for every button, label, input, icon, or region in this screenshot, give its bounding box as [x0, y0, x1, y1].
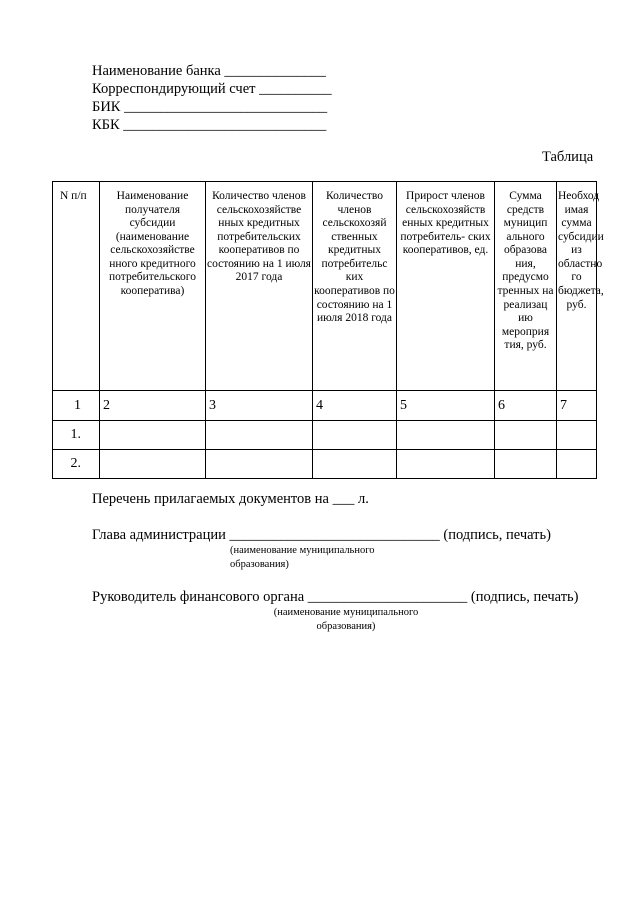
bik-field: БИК ____________________________	[92, 99, 328, 115]
col-number: 4	[313, 391, 397, 421]
table-cell	[100, 450, 206, 479]
table-cell	[313, 421, 397, 450]
fin-head-signature-line: Руководитель финансового органа ______________________ (подпись, печать)	[92, 589, 579, 605]
col-number: 1	[53, 391, 100, 421]
table-cell	[397, 421, 495, 450]
table-cell	[100, 421, 206, 450]
table-cell	[206, 450, 313, 479]
col-number: 3	[206, 391, 313, 421]
table-header-row	[53, 182, 597, 391]
col-number: 6	[495, 391, 557, 421]
bank-name-field: Наименование банка ______________	[92, 63, 326, 79]
table-cell	[313, 450, 397, 479]
col-header-recipient: Наименование получателя субсидии (наименование сельскохозяйстве нного кредитного потребительского кооператива)	[100, 182, 206, 391]
table-cell	[557, 450, 597, 479]
kbk-field: КБК ____________________________	[92, 117, 327, 133]
col-header-num: N п/п	[53, 182, 100, 391]
col-header-municipal-funds: Сумма средств муницип ального образова ния, предусмо тренных на реализац ию мероприя тия, руб.	[495, 182, 557, 391]
fin-head-note: (наименование муниципального образования)	[273, 607, 419, 632]
table-row	[53, 421, 597, 450]
col-header-required-subsidy: Необход имая сумма субсидии из областно го бюджета, руб.	[557, 182, 597, 391]
column-numbers-row	[53, 391, 597, 421]
subsidy-table	[52, 181, 604, 479]
head-admin-note: (наименование муниципального образования)	[230, 545, 375, 570]
attachments-line: Перечень прилагаемых документов на ___ л.	[92, 491, 369, 507]
table-cell	[206, 421, 313, 450]
col-header-members-2017: Количество членов сельскохозяйстве нных кредитных потребительских кооперативов по состоянию на 1 июля 2017 года	[206, 182, 313, 391]
table-cell	[397, 450, 495, 479]
col-number: 5	[397, 391, 495, 421]
col-number: 7	[557, 391, 597, 421]
col-header-growth: Прирост членов сельскохозяйств енных кредитных потребитель- ских кооперативов, ед.	[397, 182, 495, 391]
col-header-members-2018: Количество членов сельскохозяй ственных кредитных потребительс ких кооперативов по состоянию на 1 июля 2018 года	[313, 182, 397, 391]
col-number: 2	[100, 391, 206, 421]
corr-account-field: Корреспондирующий счет __________	[92, 81, 332, 97]
table-cell	[495, 450, 557, 479]
table-cell	[557, 421, 597, 450]
head-admin-signature-line: Глава администрации _____________________________ (подпись, печать)	[92, 527, 551, 543]
table-cell	[495, 421, 557, 450]
row-number: 1.	[53, 421, 100, 450]
table-row	[53, 450, 597, 479]
table-label: Таблица	[542, 149, 594, 165]
row-number: 2.	[53, 450, 100, 479]
